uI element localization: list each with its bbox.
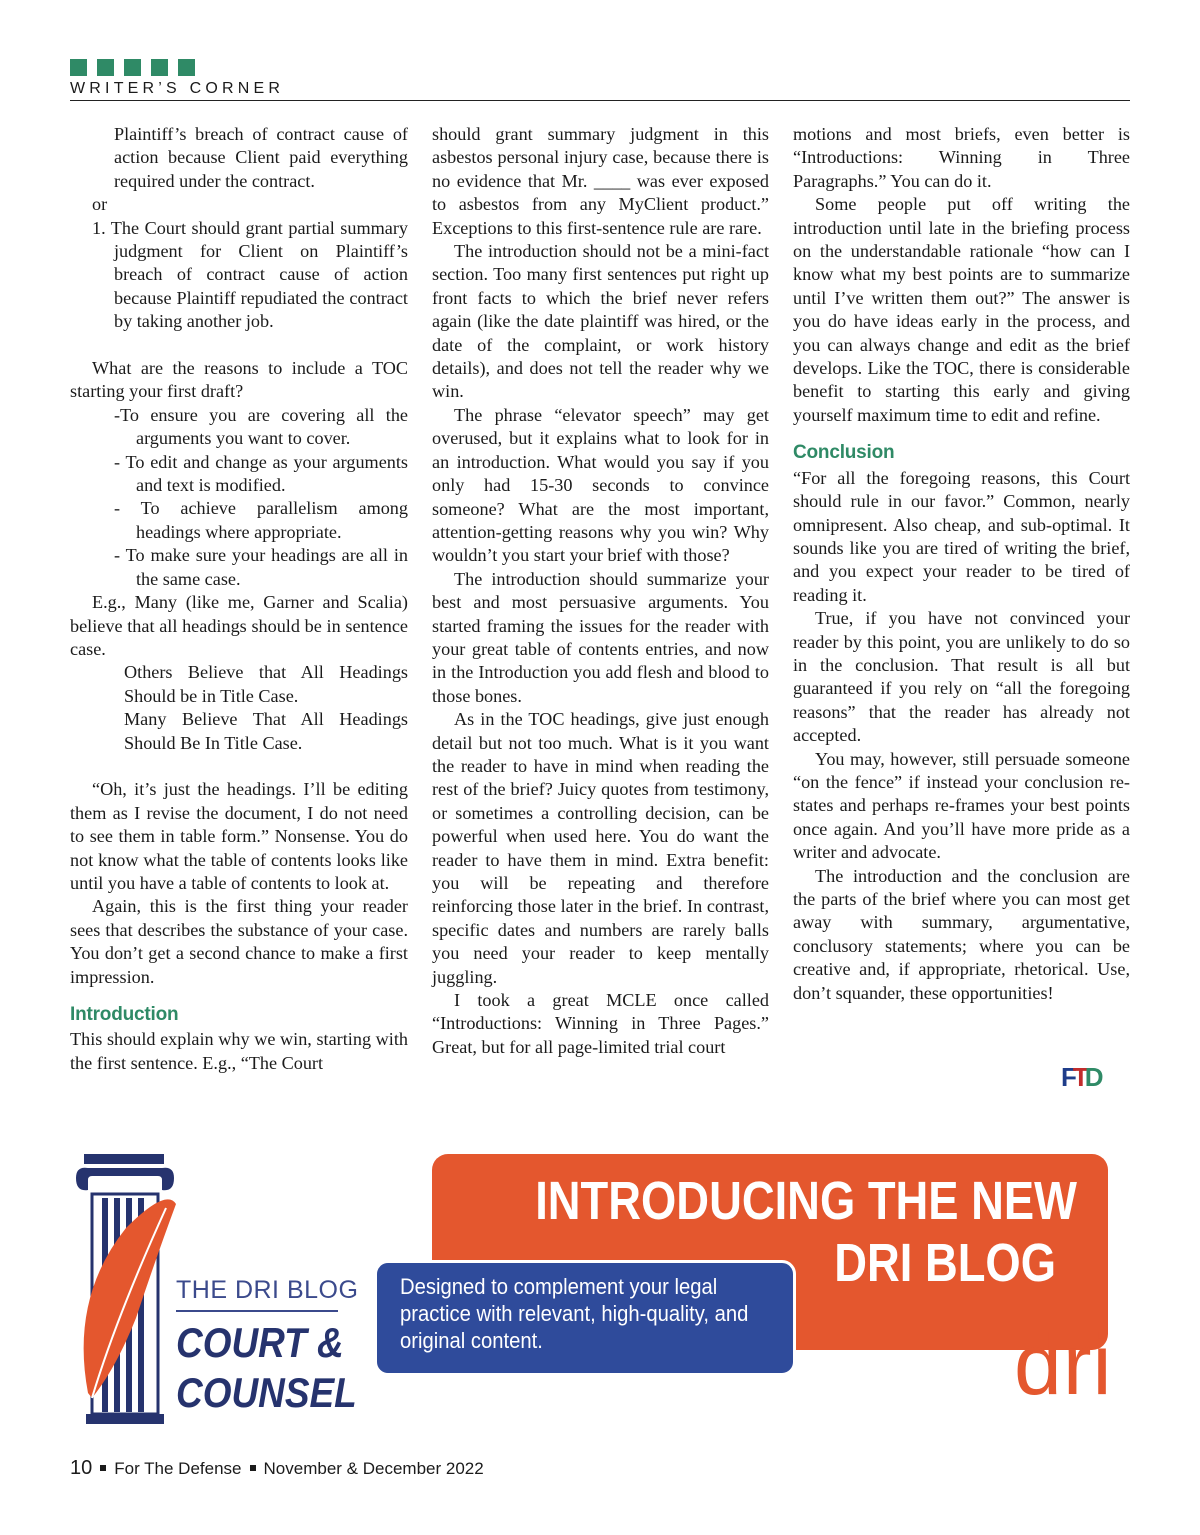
paragraph: You may, however, still persuade someone “on the fence” if instead your conclusion re-states and perhaps re-frames your best points once again. And you’ll have more pride as a writer and advocate.	[793, 748, 1130, 863]
blog-title: COURT & COUNSEL	[176, 1319, 357, 1416]
ad-headline: INTRODUCING THE NEW DRI BLOG	[535, 1171, 1077, 1293]
section-label: WRITER’S CORNER	[70, 80, 285, 97]
header-squares	[70, 59, 195, 76]
publication-name: For The Defense	[114, 1459, 242, 1478]
paragraph: E.g., Many (like me, Garner and Scalia) believe that all headings should be in sentence case.	[70, 592, 408, 659]
page-footer	[70, 1457, 484, 1480]
column-quill-icon	[66, 1148, 186, 1428]
example-heading: Others Believe that All Headings Should be in Title Case.	[124, 662, 408, 706]
example-heading: Many Believe That All Headings Should Be In Title Case.	[124, 709, 408, 753]
dri-blog-ad[interactable]	[66, 1148, 1136, 1428]
column-1	[70, 123, 408, 1075]
paragraph: True, if you have not convinced your reader by this point, you are unlikely to do so in the conclusion. That result is all but guaranteed if you rely on “all the foregoing reasons” that the reader has already not accepted.	[793, 608, 1130, 746]
paragraph: As in the TOC headings, give just enough detail but not too much. What is it you want the reader to have in mind when reading the rest of the brief? Juicy quotes from testimony, or sometimes a controlling decision, can be powerful when used here. You do want the reader to have them in mind. Extra benefit: you will be repeating and therefore reinforcing those later in the brief. In contrast, specific dates and numbers are rarely balls you need your reader to keep mentally juggling.	[432, 709, 769, 987]
paragraph: “For all the foregoing reasons, this Court should rule in our favor.” Common, nearly omnipresent. Also cheap, and sub-optimal. It sounds like you are tired of writing the brief, and you expect your reader to be tired of reading it.	[793, 467, 1130, 605]
paragraph: What are the reasons to include a TOC starting your first draft?	[70, 358, 408, 402]
paragraph: I took a great MCLE once called “Introductions: Winning in Three Pages.” Great, but for all page-limited trial court	[432, 990, 769, 1057]
bullet-item: - To achieve parallelism among headings where appropriate.	[114, 498, 408, 542]
paragraph: The introduction and the conclusion are the parts of the brief where you can most get away with summary, argumentative, conclusory statements; where you can be creative and, if appropriate, rhetorical. Use, don’t squander, these opportunities!	[793, 865, 1130, 1003]
paragraph: The phrase “elevator speech” may get overused, but it explains what to look for in an introduction. What would you say if you only had 15-30 seconds to convince someone? What are the most important, attention-getting reasons why you win? Why wouldn’t you start your brief with those?	[432, 404, 769, 566]
blog-name: THE DRI BLOG	[176, 1276, 359, 1304]
or-text: or	[92, 194, 108, 215]
paragraph: Again, this is the first thing your reader sees that describes the substance of your case. You don’t get a second chance to make a first impression.	[70, 896, 408, 987]
issue-date: November & December 2022	[263, 1459, 484, 1478]
paragraph: motions and most briefs, even better is “Introductions: Winning in Three Paragraphs.” You can do it.	[793, 124, 1130, 191]
blog-rule	[176, 1310, 338, 1312]
heading-conclusion: Conclusion	[793, 442, 895, 464]
ad-tagline: Designed to complement your legal practice with relevant, high-quality, and original content.	[400, 1274, 749, 1353]
bullet-icon	[250, 1465, 256, 1471]
bullet-item: - To make sure your headings are all in the same case.	[114, 545, 408, 589]
ftd-end-logo: FTD	[1061, 1062, 1100, 1092]
page-number: 10	[70, 1457, 93, 1479]
paragraph: The introduction should not be a mini-fact section. Too many first sentences put right up front facts to which the brief never refers again (like the date plaintiff was hired, or the date of the complaint, or work history details), and does not tell the reader why we win.	[432, 241, 769, 402]
list-item: 1. The Court should grant partial summary judgment for Client on Plaintiff’s breach of contract cause of action because Plaintiff repudiated the contract by taking another job.	[92, 217, 408, 332]
square-icon	[178, 59, 195, 76]
bullet-item: -To ensure you are covering all the arguments you want to cover.	[114, 404, 408, 449]
paragraph: This should explain why we win, starting with the first sentence. E.g., “The Court	[70, 1029, 408, 1073]
bullet-item: - To edit and change as your arguments and text is modified.	[114, 451, 408, 496]
heading-introduction: Introduction	[70, 1004, 179, 1025]
square-icon	[151, 59, 168, 76]
paragraph: “Oh, it’s just the headings. I’ll be editing them as I revise the document, I do not need to see them in table form.” Nonsense. You do not know what the table of contents looks like until you have a table of contents to look at.	[70, 779, 408, 893]
dri-logo: dri	[1014, 1317, 1113, 1413]
square-icon	[70, 59, 87, 76]
column-2	[432, 123, 769, 1059]
column-3	[793, 123, 1130, 1005]
header-rule	[70, 100, 1130, 101]
square-icon	[124, 59, 141, 76]
list-item: Plaintiff’s breach of contract cause of action because Client paid everything required under the contract.	[114, 124, 408, 191]
paragraph: should grant summary judgment in this asbestos personal injury case, because there is no evidence that Mr. ____ was ever exposed to asbestos from any MyClient product.” Exceptions to this first-sentence rule are rare.	[432, 124, 769, 238]
paragraph: Some people put off writing the introduction until late in the briefing process on the understandable rationale “how can I know what my best points are to summarize until I’ve written them out?” The answer is you do have ideas early in the process, and you can always change and edit as the brief develops. Like the TOC, there is considerable benefit to starting this early and giving yourself maximum time to edit and refine.	[793, 194, 1130, 425]
bullet-icon	[100, 1465, 106, 1471]
paragraph: The introduction should summarize your best and most persuasive arguments. You started framing the issues for the reader with your great table of contents entries, and now in the Introduction you add flesh and blood to those bones.	[432, 568, 769, 706]
square-icon	[97, 59, 114, 76]
